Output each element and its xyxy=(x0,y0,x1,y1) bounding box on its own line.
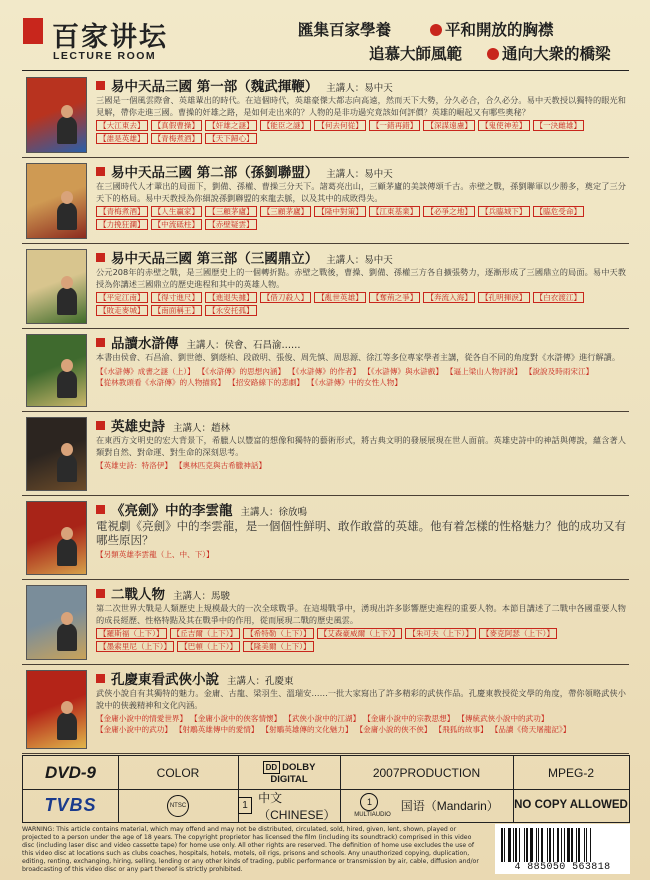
dvd-logo: DVD-9 xyxy=(23,756,119,789)
lecturer-portrait-icon xyxy=(57,287,77,315)
slogan-4: 通向大衆的橋梁 xyxy=(487,42,611,64)
program-entry xyxy=(22,71,629,158)
program-content xyxy=(96,75,626,146)
subtitle-language: 1 中文（CHINESE） xyxy=(238,789,341,822)
chapter-list xyxy=(96,460,626,471)
chapter-item: 【青梅煮酒】 xyxy=(96,206,148,217)
program-content xyxy=(96,668,626,735)
program-content xyxy=(96,499,626,560)
ntsc-icon: NTSC xyxy=(167,795,189,817)
chapter-item: 【墨索里尼（上下）】 xyxy=(96,641,174,652)
chapter-item: 【借刀殺人】 xyxy=(260,292,312,303)
color-format: COLOR xyxy=(118,756,239,789)
dolby-dd-icon: DD xyxy=(263,761,281,774)
chapter-item: 【隆美爾（上下）】 xyxy=(243,641,314,652)
chapter-item: 【永安托孤】 xyxy=(205,305,257,316)
slogan-1: 匯集百家學養 xyxy=(298,20,392,39)
chapter-item: 【奸雄之謎】 xyxy=(205,120,257,131)
program-content xyxy=(96,161,626,232)
chapter-item: 【飛狐的故事】 xyxy=(434,725,488,735)
chapter-item: 【奧林匹克與古希臘神話】 xyxy=(174,461,267,471)
chapter-item: 【英雄史詩：特洛伊】 xyxy=(96,461,172,471)
lecturer-face-icon xyxy=(61,105,73,118)
program-title-line xyxy=(96,247,626,265)
audio-language: 1 MULTIAUDIO 国语（Mandarin） xyxy=(340,789,514,822)
chapter-item: 【一決雌雄】 xyxy=(533,120,585,131)
program-host: 主講人：易中天 xyxy=(326,255,393,266)
cover-thumbnail xyxy=(26,585,87,660)
lecturer-portrait-icon xyxy=(57,712,77,740)
program-description: 三國是一個風雲際會、英雄輩出的時代。在這個時代，英雄豪傑大都志向高遠，然而天下大勢，分久必合，合久必分。易中天教授以獨特的眼光和見解，帶你走進三國。曹操的奸雄之路，是如何走出來的？人物的是非功過究竟該如何評價？英雄的崛起又有哪些奧秘？ xyxy=(96,95,626,117)
chapter-item: 【平定江南】 xyxy=(96,292,148,303)
chapter-item: 【一錯再錯】 xyxy=(369,120,421,131)
bullet-square-icon xyxy=(96,338,105,347)
chapter-item: 【三顧茅廬】 xyxy=(205,206,257,217)
lecturer-portrait-icon xyxy=(57,623,77,651)
program-description: 武俠小說自有其獨特的魅力。金庸、古龍、梁羽生、溫瑞安……一批大家寫出了許多精彩的武俠作品。孔慶東教授從文學的角度，帶你領略武俠小說中的俠義精神和文化內涵。 xyxy=(96,688,626,710)
lecturer-face-icon xyxy=(61,359,73,372)
chapter-item: 【力挽狂瀾】 xyxy=(96,219,148,230)
chapter-item: 【深謀遠慮】 xyxy=(423,120,475,131)
program-title-line xyxy=(96,415,626,433)
bullet-dot-icon xyxy=(430,24,442,36)
chapter-item: 【麥克阿瑟（上下）】 xyxy=(479,628,557,639)
chapter-item: 【巴頓（上下）】 xyxy=(177,641,240,652)
chapter-item: 【逼上梁山人物評說】 xyxy=(445,366,522,376)
program-host: 主講人：趙林 xyxy=(173,423,231,434)
bullet-square-icon xyxy=(96,589,105,598)
program-title-line xyxy=(96,499,626,517)
chapter-item: 【青梅煮酒】 xyxy=(151,133,203,144)
chapter-item: 【能臣之謎】 xyxy=(260,120,312,131)
bullet-square-icon xyxy=(96,167,105,176)
barcode-bars-icon xyxy=(501,828,623,862)
program-host: 主講人：徐放鳴 xyxy=(240,507,308,518)
chapter-item: 【人生贏家】 xyxy=(151,206,203,217)
chapter-item: 【誰是英雄】 xyxy=(96,133,148,144)
lecturer-face-icon xyxy=(61,612,73,625)
program-host: 主講人：易中天 xyxy=(326,83,393,94)
program-list xyxy=(22,70,629,753)
chapter-item: 【《水滸傳》的作者】 xyxy=(288,366,361,376)
lecturer-face-icon xyxy=(61,527,73,540)
chapter-item: 【從林教頭看《水滸傳》的人物描寫】 xyxy=(96,377,226,387)
program-host: 主講人：馬駿 xyxy=(173,591,231,602)
chapter-item: 【亂世英雄】 xyxy=(314,292,366,303)
program-title: 易中天品三國 第三部（三國鼎立） xyxy=(111,251,319,267)
chapter-item: 【臨危受命】 xyxy=(533,206,585,217)
program-entry xyxy=(22,157,629,244)
logo-subtitle: LECTURE ROOM xyxy=(53,50,157,62)
program-description: 公元208年的赤壁之戰，是三國歷史上的一個轉折點。赤壁之戰後，曹操、劉備、孫權三方各自擴張勢力，逐漸形成了三國鼎立的局面。易中天教授為你講述三國鼎立的歷史進程和其中的英雄人物。 xyxy=(96,267,626,289)
spec-row xyxy=(23,789,629,822)
slogan-3: 追慕大師風範 xyxy=(369,44,463,63)
bullet-square-icon xyxy=(96,505,105,514)
ntsc-cell xyxy=(118,789,239,822)
chapter-item: 【得寸進尺】 xyxy=(151,292,203,303)
chapter-item: 【丘吉爾（上下）】 xyxy=(170,628,241,639)
chapter-item: 【真假曹操】 xyxy=(151,120,203,131)
spec-table xyxy=(22,755,630,823)
chapter-item: 【傳統武俠小說中的武功】 xyxy=(457,714,549,724)
chapter-item: 【何去何從】 xyxy=(314,120,366,131)
chapter-item: 【金庸小說的俠不俠】 xyxy=(355,725,432,735)
audio-track-icon: 1 xyxy=(360,793,378,811)
program-content xyxy=(96,415,626,471)
program-entry xyxy=(22,328,629,412)
chapter-list xyxy=(96,549,626,560)
lecturer-face-icon xyxy=(61,701,73,714)
barcode-number: 4 885050 563818 xyxy=(514,862,611,873)
lecturer-face-icon xyxy=(61,191,73,204)
chapter-item: 【兵臨城下】 xyxy=(478,206,530,217)
program-description: 本書由侯會、石昌渝、劉世德、劉蔭柏、段啟明、張俊、周先慎、周思源、徐江等多位專家學者主講，從各自不同的角度對《水滸傳》進行解讀。 xyxy=(96,352,621,362)
cover-thumbnail xyxy=(26,249,87,324)
program-description: 電視劇《亮劍》中的李雲龍，是一個個性鮮明、敢作敢當的英雄。他有着怎樣的性格魅力？他的成功又有哪些原因？ xyxy=(96,519,626,547)
dolby-digital-logo: DD DOLBY DIGITAL xyxy=(238,756,341,789)
chapter-list xyxy=(96,120,626,146)
slogan-2: 平和開放的胸襟 xyxy=(430,18,554,40)
chapter-item: 【奔流入海】 xyxy=(423,292,475,303)
chapter-item: 【《水滸傳》與水滸戲】 xyxy=(363,366,443,376)
chapter-item: 【金庸小說中的宗教思想】 xyxy=(363,714,455,724)
chapter-item: 【金庸小說中的武功】 xyxy=(96,725,172,735)
program-title: 二戰人物 xyxy=(111,587,165,603)
program-title: 《亮劍》中的李雲龍 xyxy=(111,503,233,519)
chapter-item: 【艾森豪威爾（上下）】 xyxy=(317,628,403,639)
chapter-list xyxy=(96,292,626,318)
chapter-item: 【《水滸傳》的思想內涵】 xyxy=(197,366,286,376)
bullet-square-icon xyxy=(96,421,105,430)
lecturer-portrait-icon xyxy=(57,370,77,398)
chapter-item: 【武俠小說中的江湖】 xyxy=(284,714,361,724)
chapter-list xyxy=(96,366,626,388)
chapter-item: 【鬼使神差】 xyxy=(478,120,530,131)
chapter-item: 【金庸小說中的情愛世界】 xyxy=(96,714,188,724)
program-title: 易中天品三國 第一部（魏武揮鞭） xyxy=(111,79,319,95)
chapter-item: 【射鵰英雄傳中的愛情】 xyxy=(174,725,259,735)
chapter-list xyxy=(96,628,626,654)
program-entry xyxy=(22,411,629,496)
lecturer-portrait-icon xyxy=(57,202,77,230)
chapter-item: 【赤壁疑雲】 xyxy=(205,219,257,230)
program-content xyxy=(96,247,626,318)
program-content xyxy=(96,583,626,654)
program-title: 品讀水滸傳 xyxy=(111,336,179,352)
program-host: 主講人：易中天 xyxy=(326,169,393,180)
chapter-item: 【說說及時雨宋江】 xyxy=(524,366,594,376)
program-entry xyxy=(22,243,629,329)
tvbs-logo: TVBS xyxy=(23,789,119,822)
chapter-item: 【希特勒（上下）】 xyxy=(243,628,314,639)
program-content xyxy=(96,332,626,388)
chapter-item: 【必爭之地】 xyxy=(423,206,475,217)
chapter-item: 【南面稱王】 xyxy=(151,305,203,316)
program-entry xyxy=(22,579,629,665)
lecturer-portrait-icon xyxy=(57,538,77,566)
lecturer-face-icon xyxy=(61,443,73,456)
cover-thumbnail xyxy=(26,163,87,239)
lecturer-portrait-icon xyxy=(57,116,77,144)
logo-title: 百家讲坛 xyxy=(52,22,168,53)
program-entry xyxy=(22,664,629,754)
header xyxy=(0,0,650,70)
program-title: 易中天品三國 第二部（孫劉聯盟） xyxy=(111,165,319,181)
barcode xyxy=(495,824,630,874)
chapter-item: 【天下歸心】 xyxy=(205,133,257,144)
program-title-line xyxy=(96,583,626,601)
no-copy-notice: NO COPY ALLOWED xyxy=(514,799,628,811)
chapter-item: 【招安路線下的悲劇】 xyxy=(228,377,305,387)
video-codec: MPEG-2 xyxy=(547,765,594,780)
chapter-item: 【《水滸傳》中的女性人物】 xyxy=(307,377,402,387)
cover-thumbnail xyxy=(26,670,87,749)
chapter-item: 【孔明揮淚】 xyxy=(478,292,530,303)
program-description: 在三國時代人才輩出的局面下，劉備、孫權、曹操三分天下。諸葛亮出山，三顧茅廬的美談傳頌千古。赤壁之戰，孫劉聯軍以少勝多，奠定了三分天下的格局。易中天教授為你細說孫劉聯盟的來龍去脈，以及其中的成敗得失。 xyxy=(96,181,626,203)
program-title-line xyxy=(96,75,626,93)
chapter-item: 【進退失據】 xyxy=(205,292,257,303)
bullet-square-icon xyxy=(96,81,105,90)
subtitle-icon: 1 xyxy=(238,797,252,814)
chapter-item: 【大江東去】 xyxy=(96,120,148,131)
program-title-line xyxy=(96,668,626,686)
program-title-line xyxy=(96,161,626,179)
cover-thumbnail xyxy=(26,417,87,491)
chapter-item: 【金庸小說中的俠客情懷】 xyxy=(190,714,282,724)
chapter-item: 【朱可夫（上下）】 xyxy=(405,628,476,639)
program-description: 在東西方文明史的宏大背景下，希臘人以豐富的想像和獨特的藝術形式，將古典文明的發展展現在世人面前。英雄史詩中的神話與傳說，蘊含著人類對自然、對命運、對生命的深刻思考。 xyxy=(96,435,626,457)
chapter-item: 【隆中對策】 xyxy=(314,206,366,217)
program-entry xyxy=(22,495,629,580)
chapter-item: 【奪荊之爭】 xyxy=(369,292,421,303)
chapter-item: 【中流砥柱】 xyxy=(151,219,203,230)
cover-thumbnail xyxy=(26,501,87,575)
lecturer-face-icon xyxy=(61,276,73,289)
logo-mark xyxy=(23,18,43,44)
chapter-item: 【敗走麥城】 xyxy=(96,305,148,316)
bullet-square-icon xyxy=(96,674,105,683)
program-title: 英雄史詩 xyxy=(111,419,165,435)
chapter-item: 【三顧茅廬】 xyxy=(260,206,312,217)
chapter-item: 【《水滸傳》成書之謎（上）】 xyxy=(96,366,195,376)
cover-thumbnail xyxy=(26,334,87,407)
legal-warning: WARNING: This article contains material, which may offend and may not be distributed, circulated, sold, hired, given, lent, shown, played or projected to a person under the age of 18 years. The copyright proprietor has licensed the film (including its soundtrack) comprised in this video disc (including laser disc and video cassette tape) for home use only. All other rights are reserved. The definition of home use excludes the use of this video disc at locations such as clubs coaches, hospitals, hotels, motels, oil rigs, prisons and schools. Any unauthorized copying, duplication, editing, renting, exchanging, hiring, selling, lending or any other kinds of trading, public performance or transmission by air, cable, diffusion and/or broadcasting of this video disc or any part thereof is strictly prohibited. xyxy=(22,826,479,873)
bullet-square-icon xyxy=(96,253,105,262)
chapter-item: 【射鵰英雄傳的文化魅力】 xyxy=(261,725,353,735)
bullet-dot-icon xyxy=(487,48,499,60)
program-title-line xyxy=(96,332,626,350)
program-host: 主講人：侯會、石昌渝…… xyxy=(186,340,301,351)
chapter-item: 【另類英雄李雲龍（上、中、下）】 xyxy=(96,550,214,559)
chapter-item: 【江東基業】 xyxy=(369,206,421,217)
chapter-list xyxy=(96,713,626,735)
chapter-list xyxy=(96,206,626,232)
program-host: 主講人：孔慶東 xyxy=(227,676,294,687)
chapter-item: 【白衣渡江】 xyxy=(533,292,585,303)
lecturer-portrait-icon xyxy=(57,454,77,482)
cover-thumbnail xyxy=(26,77,87,153)
chapter-item: 【品讀《倚天屠龍記》】 xyxy=(490,725,571,735)
spec-row xyxy=(23,756,629,790)
program-title: 孔慶東看武俠小說 xyxy=(111,672,219,688)
program-description: 第二次世界大戰是人類歷史上規模最大的一次全球戰爭。在這場戰爭中，湧現出許多影響歷史進程的重要人物。本節目講述了二戰中各國重要人物的成長經歷、性格特點及其在戰爭中的作用，從而展現二戰的歷史風雲。 xyxy=(96,603,626,625)
production-year: 2007PRODUCTION xyxy=(340,756,514,789)
chapter-item: 【羅斯福（上下）】 xyxy=(96,628,167,639)
